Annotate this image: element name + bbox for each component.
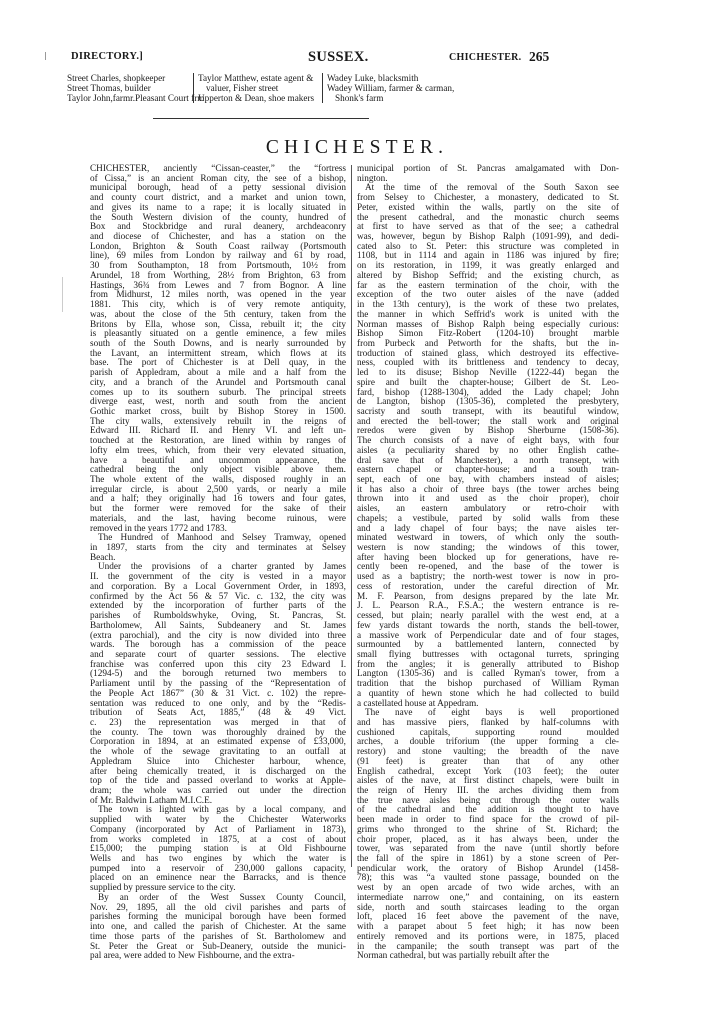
text-line: Company (incorporated by Act of Parliament in 1873), (90, 824, 346, 835)
text-line: side, north and south staircases leading to the organ (357, 902, 619, 913)
text-line: J. L. Pearson R.A., F.S.A.; the western entrance is re- (357, 601, 619, 612)
text-line: with a parapet about 5 feet high; it has now been (357, 922, 619, 933)
directory-column-2 (193, 73, 328, 103)
text-line: c. 23) the representation was merged in that of (90, 717, 346, 728)
text-line: in the campanile; the south transept was part of the (357, 941, 619, 952)
text-line: was, however, begun by Bishop Ralph (1091-99), and dedi- (357, 232, 619, 243)
text-line: 1108, but in 1114 and again in 1186 was injured by fire; (357, 251, 619, 262)
text-line: spire and built the chapter-house; Gilbert de St. Leo- (357, 377, 619, 388)
text-line: it has also a choir of three bays (the tower arches being (357, 484, 619, 495)
text-line: far as the eastern termination of the choir, with the (357, 280, 619, 291)
directory-entry-continuation: valuer, Fisher street (206, 83, 279, 93)
text-line: a quantity of hewn stone which he had collected to build (357, 688, 619, 699)
text-line: lofty elm trees, which, from their very elevated situation, (90, 445, 346, 456)
section-rule (153, 118, 369, 119)
running-head-county: SUSSEX. (308, 49, 369, 65)
text-line: aisles, an eastern ambulatory or retro-choir with (357, 504, 619, 515)
text-line: franchise was conferred upon this city 23 Edward I. (90, 659, 346, 670)
text-line: into one, and called the parish of Chichester. At the same (90, 922, 346, 933)
text-line: wards. The borough has a commission of the peace (90, 640, 346, 651)
text-line: municipal borough, head of a petty sessional division (90, 183, 346, 194)
text-line: de Langton, bishop (1305-36), completed the presbytery, (357, 397, 619, 408)
text-line: tribution of Seats Act, 1885,” (48 & 49 Vict. (90, 708, 346, 719)
text-line: the manner in which Seffrid's work is united with the (357, 309, 619, 320)
text-line: At the time of the removal of the South Saxon see (365, 183, 619, 194)
text-line: extended by the incorporation of further parts of the (90, 601, 346, 612)
running-head-left: DIRECTORY.] (71, 51, 144, 62)
text-line: parish of Appledram, about a mile and a half from the (90, 368, 346, 379)
text-line: line), 69 miles from London by railway and 61 by road, (90, 251, 346, 262)
text-line: Norman cathedral, but was partially rebuilt after the (357, 951, 550, 962)
text-line: dral save that of Manchester), a north transept, with (357, 455, 619, 466)
text-line: small flying buttresses with octagonal turrets, springing (357, 649, 619, 660)
text-line: placed on an eminence near the Barracks, and is thence (90, 873, 346, 884)
paragraph (90, 165, 346, 534)
text-line: chapels; a vestibule, parted by solid walls from these (357, 513, 619, 524)
text-line: Norman masses of Bishop Ralph being especially curious: (357, 319, 619, 330)
text-line: used as a baptistry; the north-west tower is now in pro- (357, 572, 619, 583)
text-line: £15,000; the pumping station is at Old Fishbourne (90, 844, 346, 855)
text-line: surmounted by a battlemented lantern, connected by (357, 640, 619, 651)
text-line: dram; the whole was carried out under the direction (90, 786, 346, 796)
text-line: Bartholomew, All Saints, Subdeanery and St. James (90, 620, 346, 631)
paragraph (357, 165, 619, 184)
text-line: west by an open arcade of two wide arches, with an (357, 883, 619, 894)
text-line: Appledram Sluice into Chichester harbour, whence, (90, 756, 346, 767)
text-line: entirely removed and its portions were, in 1875, placed (357, 931, 619, 942)
text-line: and gives its name to a rape; it is locally situated in (90, 202, 346, 213)
text-line: the Lavant, an intermittent stream, which flows at its (90, 348, 346, 359)
text-line: Edward III. Richard II. and Henry VI. and left un- (90, 426, 346, 437)
text-line: St. Peter the Great or Sub-Deanery, outside the munici- (90, 941, 346, 952)
text-line: cently been re-opened, and the base of the tower is (357, 562, 619, 573)
text-line: time those parts of the parishes of St. Bartholomew and (90, 931, 346, 942)
section-title: CHICHESTER. (265, 137, 449, 158)
text-line: Beach. (90, 552, 116, 563)
text-line: The Hundred of Manhood and Selsey Tramway, opened (98, 533, 346, 544)
text-line: the fall of the spire in 1861) by a stone screen of Per- (357, 854, 619, 865)
text-line: 30 from Southampton, 18 from Portsmouth, 10½ from (90, 261, 346, 272)
text-line: London, Brighton & South Coast railway (Portsmouth (90, 241, 346, 252)
text-line: II. the government of the city is vested in a mayor (90, 572, 346, 583)
text-line: exception of the two outer aisles of the nave (added (357, 290, 619, 301)
paragraph (90, 534, 346, 563)
text-line: aisles (a peculiarity shared by no other English cathe- (357, 445, 619, 456)
text-line: materials, and the last, having become ruinous, were (90, 513, 346, 524)
text-line: and a lady chapel of four bays; the nave aisles ter- (357, 523, 619, 534)
text-line: restory) and stone vaulting; the breadth of the nave (357, 747, 619, 758)
text-line: led to its disuse; Bishop Neville (1222-44) began the (357, 368, 619, 379)
text-line: supplied by pressure service to the city. (90, 883, 236, 894)
text-line: Nov. 29, 1895, all the old civil parishes and parts of (90, 902, 346, 913)
text-line: on its restoration, in 1199, it was greatly enlarged and (357, 261, 619, 272)
text-line: and erected the bell-tower; the stall work and original (357, 416, 619, 427)
text-line: touched at the Restoration, are lined within by ranges of (90, 436, 346, 447)
text-line: but the former were removed for the sake of their (90, 504, 346, 515)
text-line: confirmed by the Act 56 & 57 Vic. c. 132, the city was (90, 591, 346, 602)
text-line: and separate court of quarter sessions. The elective (90, 649, 346, 660)
text-line: reredos were given by Bishop Sherburne (1508-36). (357, 426, 619, 437)
text-line: Arundel, 18 from Worthing, 28½ from Brighton, 63 from (90, 270, 346, 281)
paragraph (90, 806, 346, 893)
text-line: 1881. This city, which is of very remote antiquity, (90, 300, 346, 311)
text-line: 78); this was “a vaulted stone passage, bounded on the (357, 873, 619, 884)
directory-column-3 (322, 73, 467, 103)
text-line: sacristy and south transept, with its beautiful window, (357, 406, 619, 417)
text-line: Parliament until by the passing of the “Representation of (90, 679, 346, 690)
text-line: of Cissa,” is an ancient Roman city, the see of a bishop, (90, 173, 346, 184)
text-line: Box and Stockbridge and rural deanery, archdeaconry (90, 222, 346, 233)
text-line: arches, a double triforium (the upper forming a cle- (357, 737, 619, 748)
text-line: fard, bishop (1288-1304), added the Lady chapel; John (357, 387, 619, 398)
text-line: in 1897, starts from the city and terminates at Selsey (90, 543, 346, 554)
text-line: the reign of Henry III. the arches dividing them from (357, 786, 619, 796)
directory-entry: Street Thomas, builder (67, 83, 151, 93)
directory-entry: Wadey William, farmer & carman, (327, 83, 455, 93)
text-line: By an order of the West Sussex County Council, (98, 892, 346, 903)
text-line: from the angles; it is generally attributed to Bishop (357, 659, 619, 670)
text-line: from Selsey to Chichester, a monastery, dedicated to St. (357, 193, 619, 204)
text-line: from works completed in 1875, at a cost of about (90, 834, 346, 845)
text-line: supplied with water by the Chichester Waterworks (90, 815, 346, 826)
text-line: Gothic market cross, built by Bishop Storey in 1500. (90, 406, 346, 417)
text-line: diverge east, west, north and south from the ancient (90, 397, 346, 408)
text-line: and county court district, and a market and union town, (90, 193, 346, 204)
text-line: of Mr. Baldwin Latham M.I.C.E. (90, 795, 213, 806)
text-line: Wells and has two engines by which the water is (90, 854, 346, 865)
text-line: and has massive piers, flanked by half-columns with (357, 717, 619, 728)
text-line: Bishop Simon Fitz-Robert (1204-10) brought marble (357, 329, 619, 340)
column-divider (351, 165, 352, 867)
text-line: Peter, existed within the walls, partly on the site of (357, 202, 619, 213)
text-line: cessed, but plain; nearly parallel with the west end, at a (357, 611, 619, 622)
text-line: the true nave aisles being cut through the outer walls (357, 795, 619, 806)
text-line: after being chemically treated, it is discharged on the (90, 766, 346, 777)
text-line: The city walls, extensively rebuilt in the reigns of (90, 416, 346, 427)
text-line: and a half; they originally had 16 towers and four gates, (90, 494, 346, 505)
text-line: from Purbeck and Petworth for the shafts, but the in- (357, 338, 619, 349)
text-line: comes up to its southern suburb. The principal streets (90, 387, 346, 398)
text-line: at first to have served as that of the see; a cathedral (357, 222, 619, 233)
text-line: nington. (357, 173, 388, 184)
text-line: parishes forming the municipal borough have been formed (90, 912, 346, 923)
directory-entry-continuation: Shonk's farm (335, 93, 384, 103)
directory-entry: Upperton & Dean, shoe makers (198, 93, 315, 103)
page-number: 265 (529, 49, 550, 64)
text-line: (1294-5) and the borough returned two members to (90, 669, 346, 680)
text-line: loft, placed 16 feet above the pavement of the nave, (357, 912, 619, 923)
text-line: Corporation in 1894, at an estimated expense of £33,000, (90, 737, 346, 748)
text-line: English cathedral, except York (103 feet); the outer (357, 766, 619, 777)
text-line: and corporation. By a Local Government Order, in 1893, (90, 581, 346, 592)
directory-entry: Wadey Luke, blacksmith (327, 73, 419, 83)
text-line: the South Western division of the county, hundred of (90, 212, 346, 223)
text-line: ness, coupled with its brittleness and tendency to decay, (357, 358, 619, 369)
directory-column-1 (67, 73, 205, 103)
text-line: grims who thronged to the shrine of St. Richard; the (357, 824, 619, 835)
text-line: cess of restoration, under the careful direction of Mr. (357, 581, 619, 592)
text-line: M. F. Pearson, from designs prepared by the late Mr. (357, 591, 619, 602)
text-line: altered by Bishop Seffrid; and the existing church, as (357, 270, 619, 281)
text-line: western is now standing; the windows of this tower, (357, 543, 619, 554)
text-line: tower, was separated from the nave (until shortly before (357, 844, 619, 855)
directory-entry: Taylor Matthew, estate agent & (198, 73, 314, 83)
text-line: in the 13th century), is the work of these two prelates, (357, 300, 619, 311)
left-text-column (90, 165, 346, 962)
directory-entry: Taylor John,farmr.Pleasant Court frm (67, 93, 205, 103)
text-line: municipal portion of St. Pancras amalgamated with Don- (357, 164, 619, 174)
directory-entry: Street Charles, shopkeeper (67, 73, 166, 83)
text-line: Under the provisions of a charter granted by James (98, 562, 346, 573)
text-line: from Midhurst, 12 miles north, was opened in the year (90, 290, 346, 301)
text-line: The nave of eight bays is well proportioned (365, 708, 619, 719)
text-line: been made in order to find space for the crowd of pil- (357, 815, 619, 826)
text-line: the People Act 1867” (30 & 31 Vict. c. 102) the repre- (90, 688, 346, 699)
text-line: pendicular work, the oratory of Bishop Arundel (1458- (357, 863, 619, 874)
text-line: cushioned capitals, supporting round moulded (357, 727, 619, 738)
text-line: removed in the years 1772 and 1783. (90, 523, 227, 534)
text-line: is pleasantly situated on a gentle eminence, a few miles (90, 329, 346, 340)
text-line: a castellated house at Appedram. (357, 698, 479, 709)
text-line: (91 feet) is greater than that of any other (357, 756, 619, 767)
text-line: The church consists of a nave of eight bays, with four (357, 436, 619, 447)
text-line: was, about the close of the 5th century, taken from the (90, 309, 346, 320)
text-line: minated westward in towers, of which only the south- (357, 533, 619, 544)
text-line: parishes of Rumboldswhyke, Oving, St. Pancras, St. (90, 611, 346, 622)
text-line: the county. The town was thoroughly drained by the (90, 727, 346, 738)
text-line: the whole of the sewage gravitating to an outfall at (90, 747, 346, 758)
text-line: cated also to St. Peter: this structure was completed in (357, 241, 619, 252)
text-line: eastern chapel or chapter-house; and a south tran- (357, 465, 619, 476)
text-line: intermediate narrow one,” and containing, on its eastern (357, 892, 619, 903)
text-line: sept, each of one bay, with chambers instead of aisles; (357, 475, 619, 485)
text-line: base. The port of Chichester is at Dell quay, in the (90, 358, 346, 369)
margin-mark (62, 277, 63, 312)
text-line: Britons by Ella, whose son, Cissa, rebuilt it; the city (90, 319, 346, 330)
paragraph (90, 563, 346, 806)
running-head (71, 49, 616, 67)
text-line: sentation was reduced to one only, and by the “Redis- (90, 698, 346, 709)
paragraph (90, 894, 346, 962)
text-line: top of the tide and passed overland to works at Apple- (90, 776, 346, 787)
text-line: troduction of stained glass, which destroyed its effective- (357, 348, 619, 359)
text-line: and diocese of Chichester, and has a station on the (90, 232, 346, 243)
text-line: of the cathedral and the addition is thought to have (357, 805, 619, 816)
text-line: the present cathedral, and the monastic church seems (357, 212, 619, 223)
text-line: city, and a branch of the Arundel and Portsmouth canal (90, 377, 346, 388)
text-line: cathedral being the only object visible above them. (90, 465, 346, 476)
text-line: The town is lighted with gas by a local company, and (98, 805, 346, 816)
paragraph (357, 709, 619, 962)
text-line: Langton (1305-36) and is called Ryman's tower, from a (357, 669, 619, 680)
text-line: choir proper, placed, as it has always been, under the (357, 834, 619, 845)
text-line: tradition that the bishop purchased of William Ryman (357, 679, 619, 690)
margin-mark (45, 52, 46, 60)
text-line: a massive work of Perpendicular date and of four stages, (357, 630, 619, 641)
text-line: after having been blocked up for generations, have re- (357, 552, 619, 563)
text-line: pal area, were added to New Fishbourne, and the extra- (90, 951, 295, 962)
text-line: thrown into it and used as the choir proper), choir (357, 494, 619, 505)
paragraph (357, 184, 619, 709)
text-line: have a beautiful and uncommon appearance, the (90, 455, 346, 466)
text-line: south of the South Downs, and is nearly surrounded by (90, 338, 346, 349)
text-line: few yards distant towards the north, stands the bell-tower, (357, 620, 619, 631)
text-line: pumped into a reservoir of 230,000 gallons capacity, (90, 863, 346, 874)
right-text-column (357, 165, 619, 962)
text-line: Hastings, 36¾ from Lewes and 7 from Bognor. A line (90, 280, 346, 291)
text-line: CHICHESTER, anciently “Cissan-ceaster,” the “fortress (90, 164, 346, 174)
text-line: (extra parochial), and the city is now divided into three (90, 630, 346, 641)
text-line: aisles of the nave, at first distinct chapels, were built in (357, 776, 619, 787)
text-line: The whole extent of the walls, disposed roughly in an (90, 475, 346, 485)
running-head-place: CHICHESTER. (449, 52, 522, 63)
text-line: irregular circle, is about 2,500 yards, or nearly a mile (90, 484, 346, 495)
